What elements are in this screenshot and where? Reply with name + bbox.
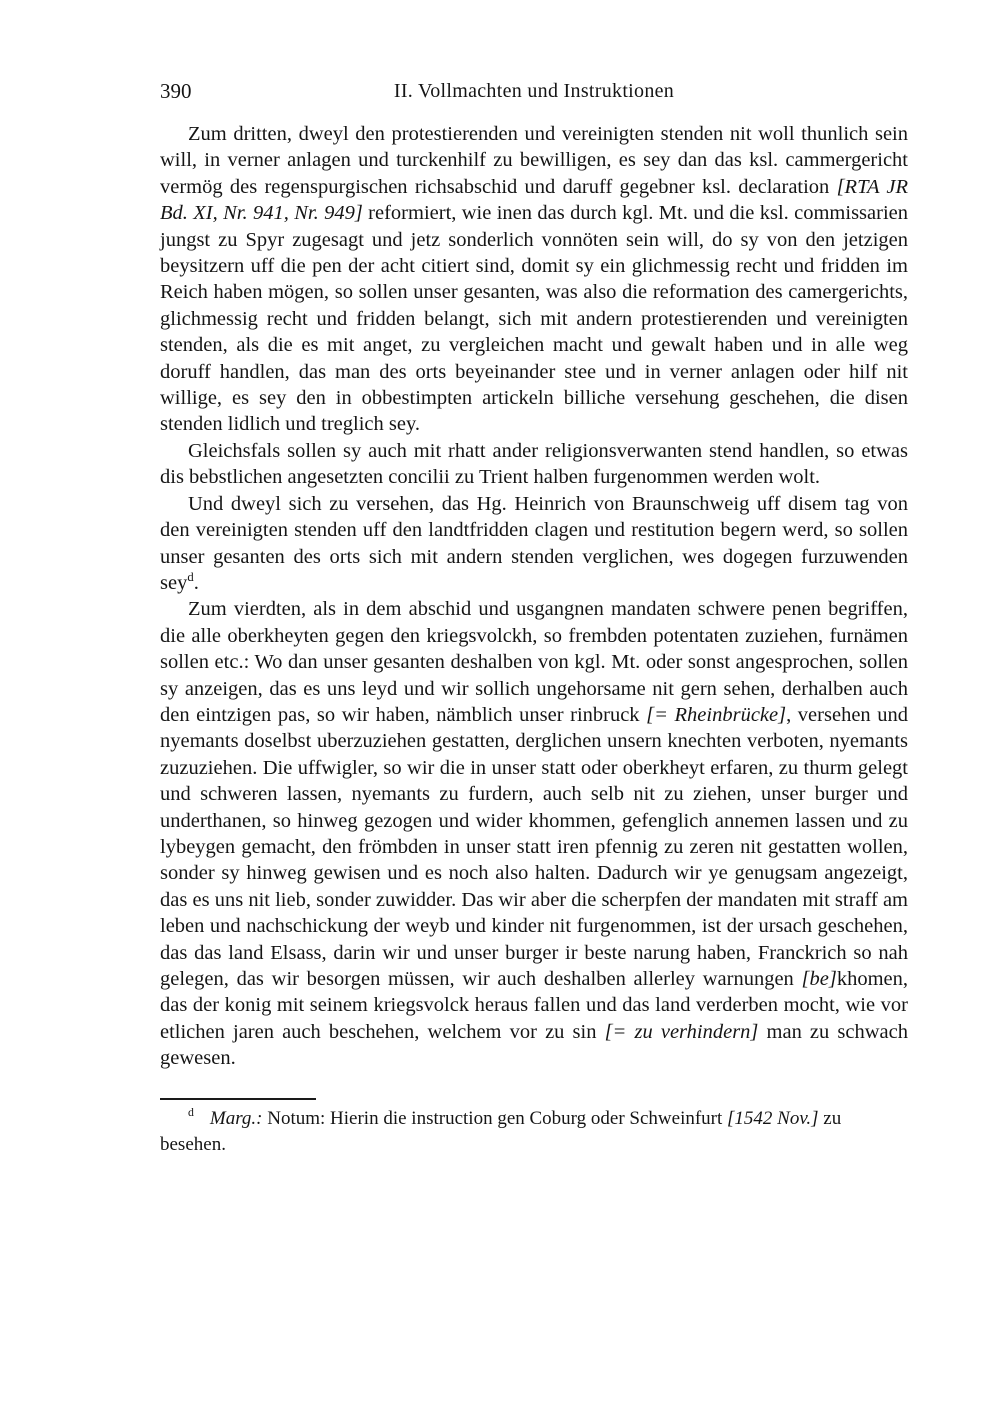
running-header-title: II. Vollmachten und Instruktionen xyxy=(393,80,675,102)
text-segment: [RTA JR Bd. XI, Nr. 941, Nr. 949] xyxy=(160,175,908,225)
text-segment: Marg.: xyxy=(209,1107,263,1129)
text-segment: [be] xyxy=(801,968,837,990)
footnote-block xyxy=(160,1098,908,1158)
page-content xyxy=(160,78,908,1158)
paragraph xyxy=(160,121,908,438)
text-segment: man zu schwach gewesen. xyxy=(160,1020,908,1070)
text-segment: . xyxy=(193,571,199,594)
text-segment: zu besehen. xyxy=(160,1107,842,1155)
footnote-body xyxy=(160,1108,841,1155)
footnote-text xyxy=(160,1106,908,1158)
text-segment: Gleichsfals sollen sy auch mit rhatt ander religionsverwanten stend handlen, so etwas dis bebstlichen angesetzten concilii zu Trient halben furgenommen werden wolt. xyxy=(160,439,908,489)
text-segment: [1542 Nov.] xyxy=(727,1107,819,1129)
footnote-marker: d xyxy=(188,1106,194,1120)
footnote-rule xyxy=(160,1098,316,1100)
paragraph xyxy=(160,438,908,491)
body-text xyxy=(160,121,908,1072)
paragraph xyxy=(160,596,908,1071)
footnote-ref: d xyxy=(187,570,194,585)
paragraph xyxy=(160,491,908,597)
text-segment: reformiert, wie inen das durch kgl. Mt. und die ksl. commissarien jungst zu Spyr zugesagt und jetz sonderlich vonnöten sein will, do sy von den jetzigen beysitzern uff die pen der acht citiert sind, domit sy ein glichmessig recht und fridden im Reich haben mögen, so sollen unser gesanten, was also die reformation des camergerichts, glichmessig recht und fridden belangt, sich mit andern protestierenden und vereinigten stenden, als die es mit anget, zu vergleichen macht und gewalt haben und in alle weg doruff handlen, das man des orts beyeinander stee und in verner anlagen oder hilf nit willige, es sey den in obbestimpten artickeln billiche versehung geschehen, die disen stenden lidlich und treglich sey. xyxy=(160,202,909,436)
text-segment: Zum dritten, dweyl den protestierenden und vereinigten stenden nit woll thunlich sein will, in verner anlagen und turckenhilf zu bewilligen, es sey dan das ksl. cammergericht vermög des regenspurgischen richsabschid und daruff gegebner ksl. declaration xyxy=(160,123,908,198)
page-header xyxy=(160,78,908,105)
text-segment: , versehen und nyemants doselbst uberzuziehen gestatten, derglichen unsern knechten verboten, nyemants zuzuziehen. Die uffwigler, so wir die in unser statt oder oberkheyt erfaren, zu thurm gelegt und schweren lassen, nyemants zu furdern, auch selb nit zu ziehen, unser burger und underthanen, so hinweg gezogen und wider khommen, gefenglich annemen lassen und zu lybeygen gemacht, den frömbden in unser statt iren pfennig zu zeren nit gestatten wollen, sonder sy hinweg gewisen und es noch also halten. Dadurch wir ye genugsam angezeigt, das es uns nit lieb, sonder zuwidder. Das wir aber die scherpfen der mandaten mit straff am leben und nachschickung der weyb und kinder nit furgenommen, ist der ursach geschehen, das das land Elsass, darin wir und unser burger ir beste narung haben, Franckrich so nah gelegen, das wir besorgen müssen, wir auch deshalben allerley warnungen xyxy=(160,703,908,990)
text-segment: Notum: Hierin die instruction gen Coburg oder Schweinfurt xyxy=(262,1107,728,1129)
text-segment: [= Rheinbrücke] xyxy=(646,703,787,726)
text-segment: Zum vierdten, als in dem abschid und usgangnen mandaten schwere penen begriffen, die alle oberkheyten gegen den kriegsvolckh, so frembden potentaten zuziehen, furnämen sollen etc.: Wo dan unser gesanten deshalben von kgl. Mt. oder sonst angesprochen, sollen sy anzeigen, das es uns leyd und wir sollich ungehorsame nit gern sehen, derhalben auch den eintzigen pas, so wir haben, nämblich unser rinbruck xyxy=(160,598,908,726)
text-segment: [= zu verhindern] xyxy=(604,1020,759,1043)
page-number: 390 xyxy=(160,79,192,103)
text-segment: khomen, das der konig mit seinem kriegsvolck heraus fallen und das land verderben mocht, wie vor etlichen jaren auch beschehen, welchem vor zu sin xyxy=(160,968,908,1043)
text-segment: Und dweyl sich zu versehen, das Hg. Heinrich von Braunschweig uff disem tag von den vereinigten stenden uff den landtfridden clagen und restitution begern werd, so sollen unser gesanten des orts sich mit andern stenden verglichen, wes dogegen furzuwenden sey xyxy=(160,492,908,594)
